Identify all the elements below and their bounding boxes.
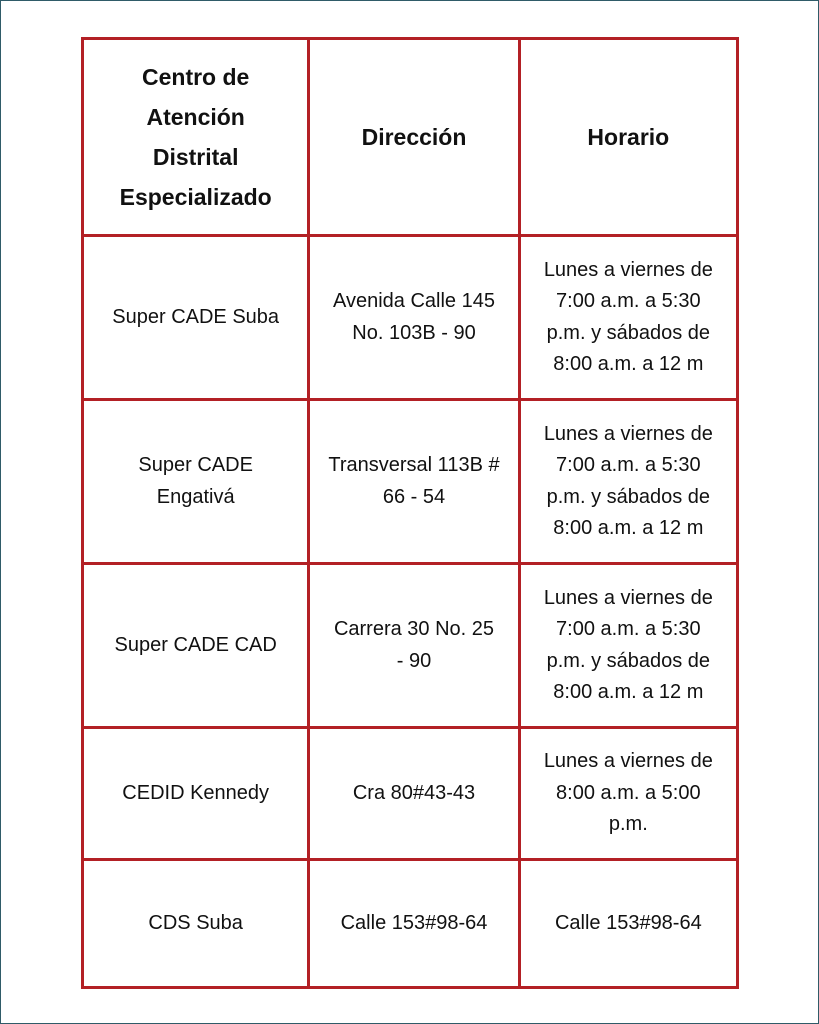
cell-address (309, 860, 519, 988)
center-address: Avenida Calle 145 No. 103B - 90 (333, 290, 495, 344)
center-name: Super CADE CAD (114, 633, 277, 656)
cell-address (309, 728, 519, 860)
center-hours: Lunes a viernes de 7:00 a.m. a 5:30 p.m. y sábados de 8:00 a.m. a 12 m (543, 586, 713, 703)
center-hours: Lunes a viernes de 8:00 a.m. a 5:00 p.m. (543, 750, 713, 836)
center-name: CDS Suba (148, 911, 243, 934)
table-row (83, 400, 738, 564)
center-hours: Lunes a viernes de 7:00 a.m. a 5:30 p.m. y sábados de 8:00 a.m. a 12 m (543, 258, 713, 375)
cell-address (309, 564, 519, 728)
cell-center (83, 860, 309, 988)
table-header-row (83, 39, 738, 236)
center-address: Calle 153#98-64 (340, 911, 488, 934)
center-address: Cra 80#43-43 (352, 781, 476, 804)
table-row (83, 564, 738, 728)
cade-locations-table (81, 37, 739, 989)
cell-hours (519, 860, 737, 988)
center-name: Super CADE Suba (112, 305, 280, 328)
center-hours: Lunes a viernes de 7:00 a.m. a 5:30 p.m. y sábados de 8:00 a.m. a 12 m (543, 422, 713, 539)
table-row (83, 860, 738, 988)
center-address: Carrera 30 No. 25 - 90 (333, 618, 495, 672)
header-address (309, 39, 519, 236)
cell-address (309, 400, 519, 564)
center-address: Transversal 113B # 66 - 54 (328, 454, 500, 508)
cell-hours (519, 236, 737, 400)
cell-address (309, 236, 519, 400)
cell-hours (519, 728, 737, 860)
center-name: Super CADE Engativá (138, 454, 253, 508)
center-hours: Calle 153#98-64 (554, 911, 702, 934)
cell-center (83, 236, 309, 400)
cell-center (83, 564, 309, 728)
header-center-label: Centro de Atención Distrital Especializado (119, 64, 272, 210)
cell-center (83, 400, 309, 564)
cell-hours (519, 564, 737, 728)
header-hours (519, 39, 737, 236)
table-row (83, 236, 738, 400)
cell-hours (519, 400, 737, 564)
center-name: CEDID Kennedy (122, 781, 270, 804)
header-address-label: Dirección (361, 124, 467, 150)
header-hours-label: Horario (587, 124, 670, 150)
table-row (83, 728, 738, 860)
cell-center (83, 728, 309, 860)
header-center (83, 39, 309, 236)
